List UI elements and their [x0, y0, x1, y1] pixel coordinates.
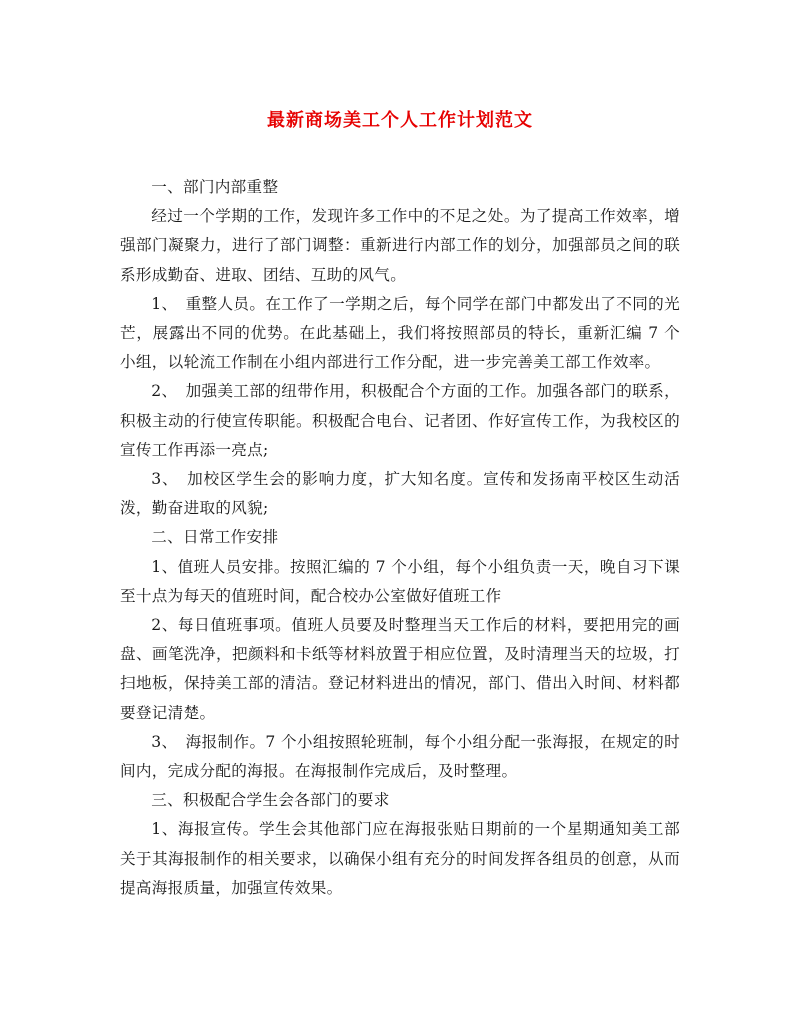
section-heading-2: 二、日常工作安排	[151, 528, 279, 547]
list-item: 1、 重整人员。在工作了一学期之后，每个同学在部门中都发出了不同的光芒，展露出不同的优势。在此基础上，我们将按照部员的特长，重新汇编 7 个小组，以轮流工作制在小组内部进行工作分配，进一步完善美工部工作效率。	[120, 294, 680, 372]
list-item: 3、 海报制作。7 个小组按照轮班制，每个小组分配一张海报，在规定的时间内，完成分配的海报。在海报制作完成后，及时整理。	[120, 732, 680, 781]
document-body	[120, 173, 680, 903]
document-title: 最新商场美工个人工作计划范文	[267, 110, 533, 131]
paragraph: 经过一个学期的工作，发现许多工作中的不足之处。为了提高工作效率，增强部门凝聚力，进行了部门调整：重新进行内部工作的划分，加强部员之间的联系形成勤奋、进取、团结、互助的风气。	[120, 207, 680, 284]
section-heading-1: 一、部门内部重整	[151, 178, 279, 196]
list-item: 1、值班人员安排。按照汇编的 7 个小组，每个小组负责一天，晚自习下课至十点为每天的值班时间，配合校办公室做好值班工作	[120, 557, 680, 605]
list-item: 2、每日值班事项。值班人员要及时整理当天工作后的材料，要把用完的画盘、画笔洗净，把颜料和卡纸等材料放置于相应位置，及时清理当天的垃圾，打扫地板，保持美工部的清洁。登记材料进出的情况，部门、借出入时间、材料都要登记清楚。	[120, 616, 680, 722]
list-item: 1、海报宣传。学生会其他部门应在海报张贴日期前的一个星期通知美工部关于其海报制作的相关要求，以确保小组有充分的时间发挥各组员的创意，从而提高海报质量，加强宣传效果。	[120, 820, 680, 897]
list-item: 2、 加强美工部的纽带作用，积极配合个方面的工作。加强各部门的联系，积极主动的行使宣传职能。积极配合电台、记者团、作好宣传工作，为我校区的宣传工作再添一亮点;	[120, 382, 680, 459]
section-heading-3: 三、积极配合学生会各部门的要求	[151, 791, 390, 810]
list-item: 3、 加校区学生会的影响力度，扩大知名度。宣传和发扬南平校区生动活泼，勤奋进取的风貌;	[120, 470, 680, 518]
